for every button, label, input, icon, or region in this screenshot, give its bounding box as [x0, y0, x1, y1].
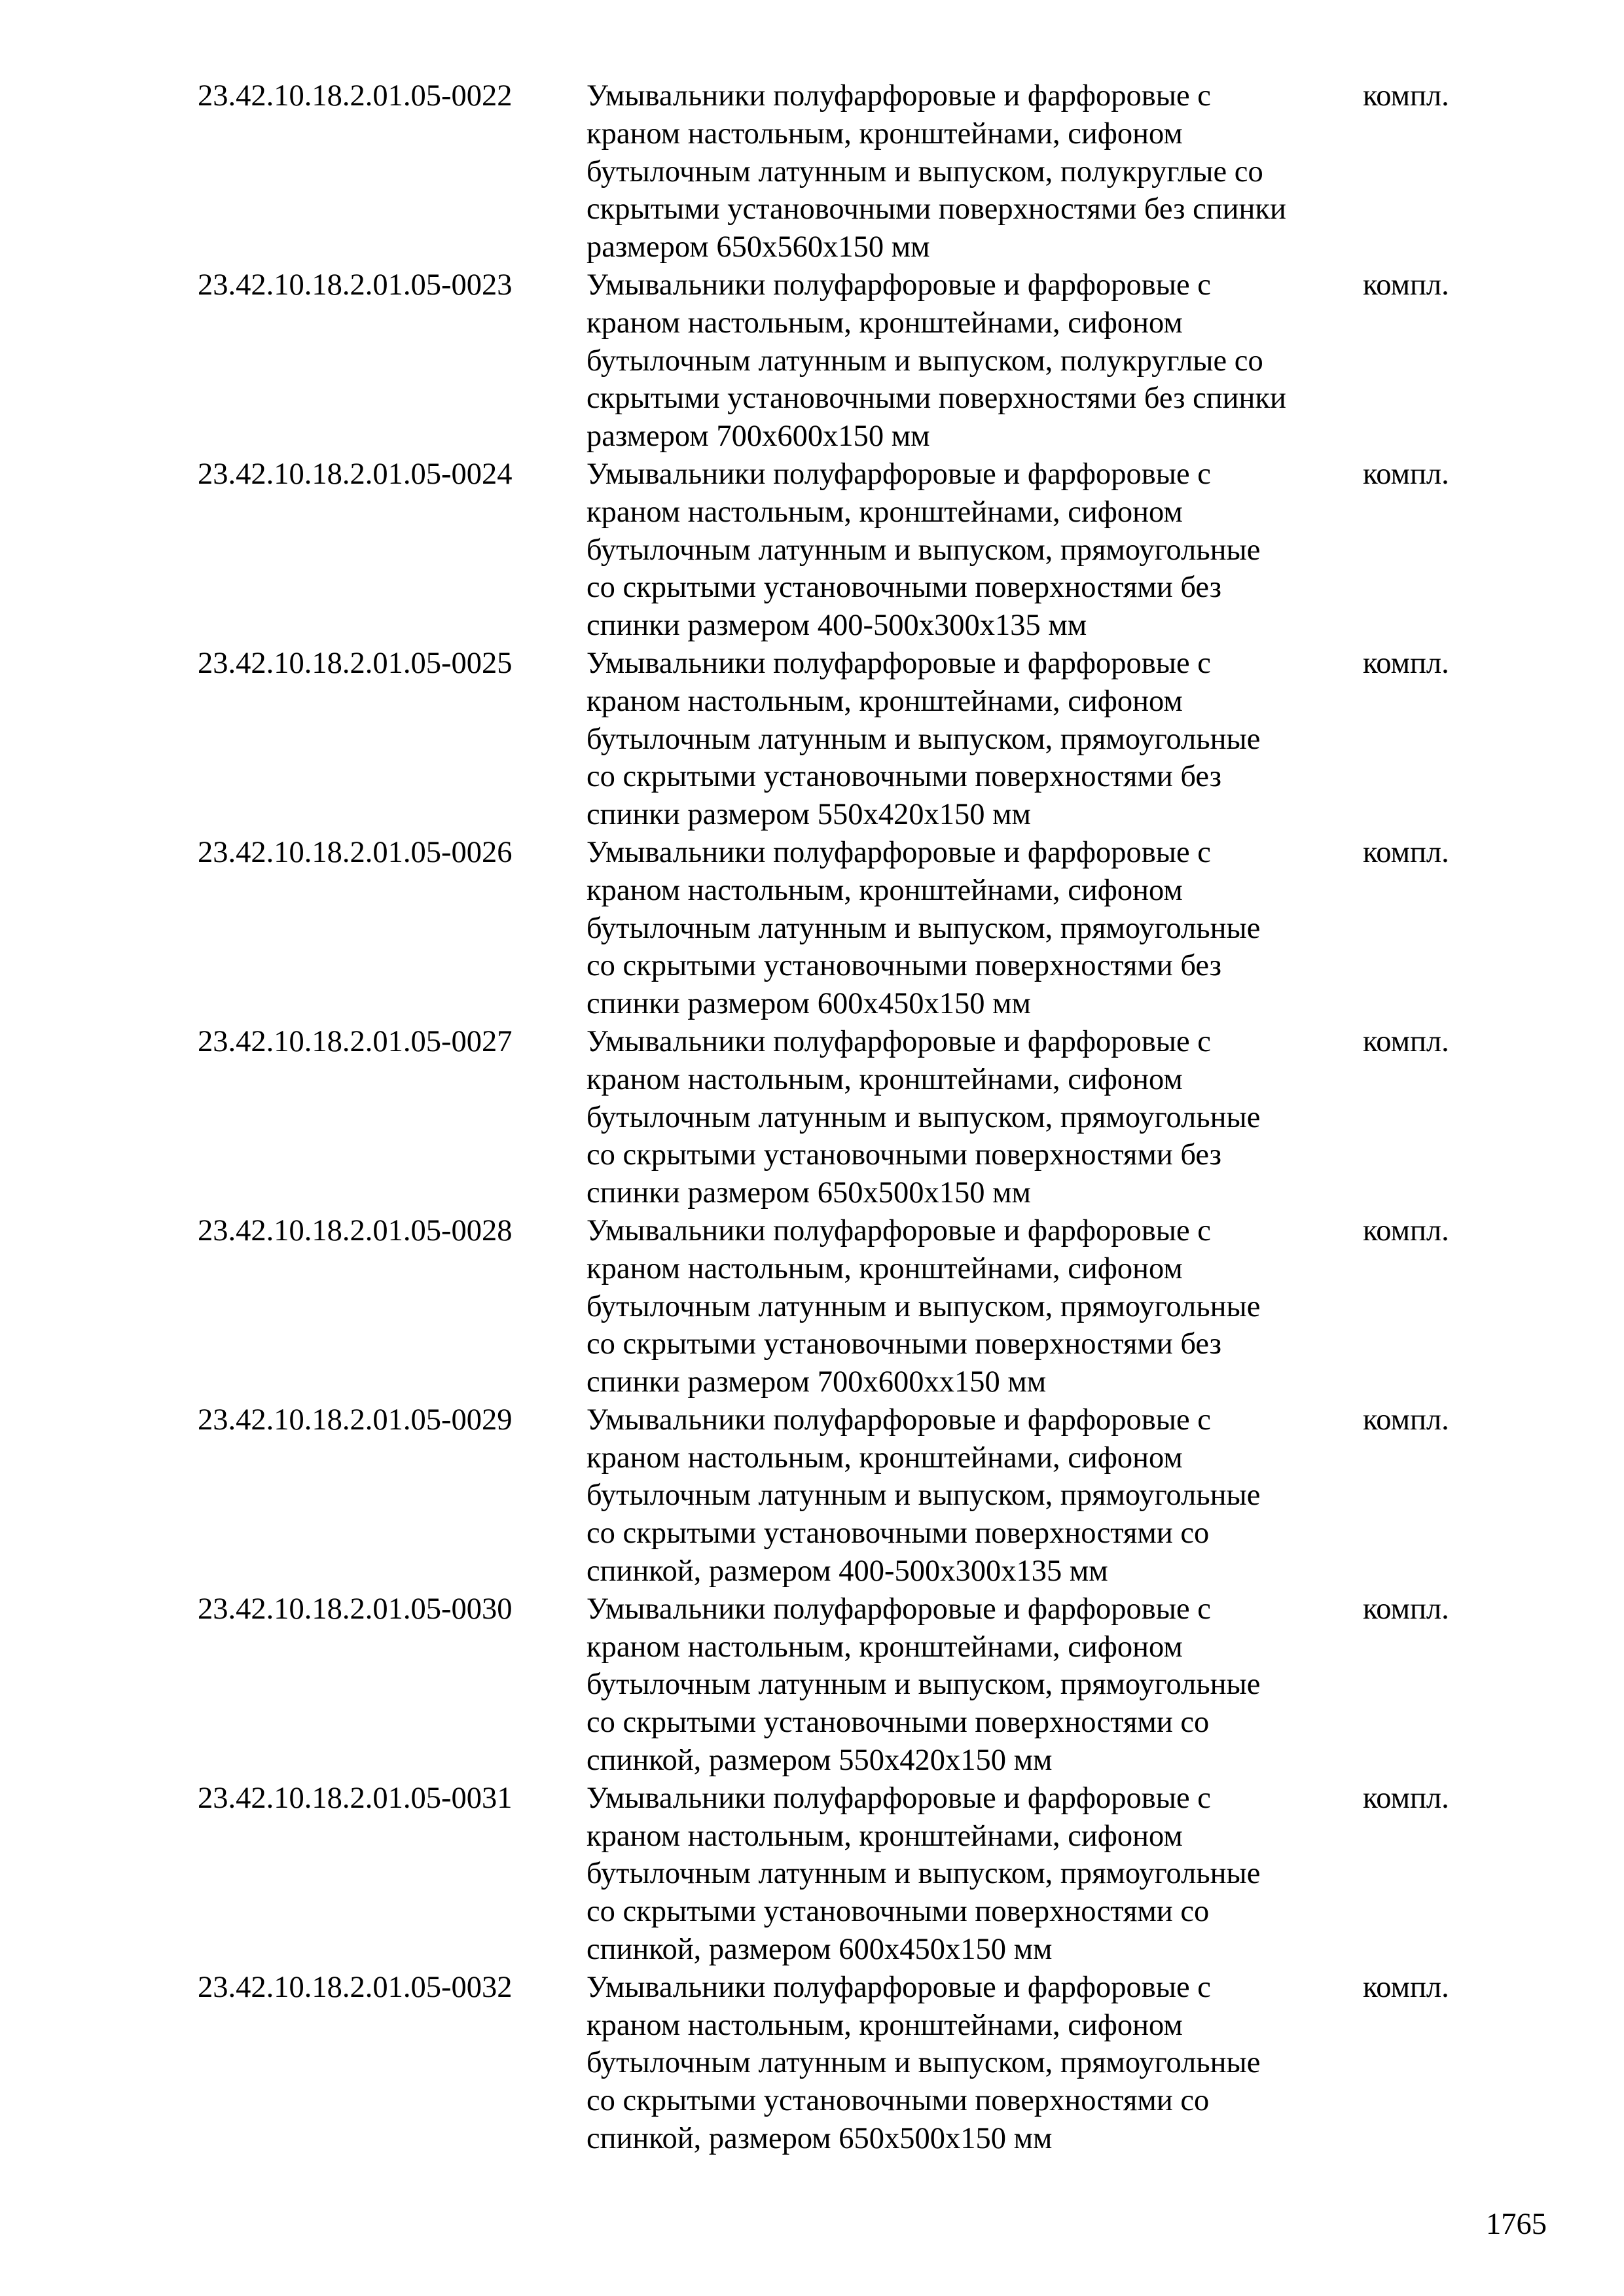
entry-description-line: Умывальники полуфарфоровые и фарфоровые с	[586, 1024, 1211, 1058]
entry-description-line: бутылочным латунным и выпуском, прямоугольные	[586, 1100, 1261, 1134]
entry-unit: компл.	[1363, 1970, 1449, 2004]
entry-description	[586, 1401, 1363, 1590]
entry-description-line: краном настольным, кронштейнами, сифоном	[586, 495, 1183, 529]
entry-description-line: спинки размером 650x500x150 мм	[586, 1176, 1031, 1210]
entry-unit: компл.	[1363, 835, 1449, 869]
entry-code: 23.42.10.18.2.01.05-0025	[198, 646, 513, 680]
entry-unit: компл.	[1363, 268, 1449, 302]
entry-description	[586, 1023, 1363, 1212]
entry-unit: компл.	[1363, 1024, 1449, 1058]
entry-description	[586, 1780, 1363, 1969]
entry-unit: компл.	[1363, 1403, 1449, 1437]
entry-code: 23.42.10.18.2.01.05-0032	[198, 1970, 513, 2004]
entry-code: 23.42.10.18.2.01.05-0029	[198, 1403, 513, 1437]
entry-description	[586, 266, 1363, 456]
entry-description-line: спинки размером 600x450x150 мм	[586, 987, 1031, 1021]
entry-description	[586, 456, 1363, 645]
entry-description-line: бутылочным латунным и выпуском, прямоугольные	[586, 911, 1261, 945]
entry-unit: компл.	[1363, 1213, 1449, 1247]
catalog-entry	[198, 1780, 1507, 1969]
entry-unit: компл.	[1363, 1592, 1449, 1626]
entry-description-line: со скрытыми установочными поверхностями без	[586, 1327, 1221, 1361]
entry-description	[586, 1969, 1363, 2158]
entry-description-line: краном настольным, кронштейнами, сифоном	[586, 1062, 1183, 1096]
entry-description-line: спинки размером 400-500x300x135 мм	[586, 609, 1087, 643]
entry-unit: компл.	[1363, 1781, 1449, 1815]
entry-description	[586, 1590, 1363, 1780]
catalog-entry	[198, 1969, 1507, 2158]
catalog-entry	[198, 834, 1507, 1023]
entry-code: 23.42.10.18.2.01.05-0023	[198, 268, 513, 302]
catalog-entry	[198, 456, 1507, 645]
entry-unit: компл.	[1363, 79, 1449, 113]
entry-description-line: со скрытыми установочными поверхностями без	[586, 1138, 1221, 1172]
entry-description-line: со скрытыми установочными поверхностями без	[586, 760, 1221, 794]
entry-description-line: краном настольным, кронштейнами, сифоном	[586, 1441, 1183, 1475]
entry-description-line: Умывальники полуфарфоровые и фарфоровые с	[586, 1781, 1211, 1815]
catalog-entries	[198, 77, 1507, 2158]
entry-description-line: со скрытыми установочными поверхностями со	[586, 1516, 1210, 1551]
entry-description-line: со скрытыми установочными поверхностями со	[586, 2084, 1210, 2118]
entry-description-line: со скрытыми установочными поверхностями со	[586, 1706, 1210, 1740]
entry-description-line: размером 700x600x150 мм	[586, 420, 930, 454]
entry-description-line: бутылочным латунным и выпуском, прямоугольные	[586, 1289, 1261, 1323]
entry-description-line: краном настольным, кронштейнами, сифоном	[586, 684, 1183, 718]
entry-code: 23.42.10.18.2.01.05-0026	[198, 835, 513, 869]
entry-description-line: Умывальники полуфарфоровые и фарфоровые с	[586, 1403, 1211, 1437]
entry-description-line: краном настольным, кронштейнами, сифоном	[586, 2008, 1183, 2042]
entry-description-line: краном настольным, кронштейнами, сифоном	[586, 1630, 1183, 1664]
entry-description-line: размером 650x560x150 мм	[586, 230, 930, 264]
entry-description-line: бутылочным латунным и выпуском, полукруглые со	[586, 344, 1263, 378]
entry-description-line: Умывальники полуфарфоровые и фарфоровые с	[586, 1213, 1211, 1247]
catalog-entry	[198, 266, 1507, 456]
entry-description-line: краном настольным, кронштейнами, сифоном	[586, 1819, 1183, 1853]
catalog-entry	[198, 1590, 1507, 1780]
catalog-entry	[198, 1212, 1507, 1401]
entry-description-line: скрытыми установочными поверхностями без спинки	[586, 192, 1286, 226]
entry-code: 23.42.10.18.2.01.05-0028	[198, 1213, 513, 1247]
entry-description	[586, 77, 1363, 266]
entry-description-line: Умывальники полуфарфоровые и фарфоровые с	[586, 457, 1211, 491]
entry-description-line: Умывальники полуфарфоровые и фарфоровые с	[586, 268, 1211, 302]
entry-description-line: спинки размером 700x600xx150 мм	[586, 1365, 1047, 1399]
entry-unit: компл.	[1363, 646, 1449, 680]
entry-description-line: краном настольным, кронштейнами, сифоном	[586, 117, 1183, 151]
entry-description-line: Умывальники полуфарфоровые и фарфоровые с	[586, 646, 1211, 680]
entry-description-line: спинки размером 550x420x150 мм	[586, 798, 1031, 832]
entry-description-line: Умывальники полуфарфоровые и фарфоровые с	[586, 79, 1211, 113]
entry-description-line: краном настольным, кронштейнами, сифоном	[586, 1251, 1183, 1285]
entry-description-line: со скрытыми установочными поверхностями без	[586, 949, 1221, 983]
entry-description	[586, 834, 1363, 1023]
entry-code: 23.42.10.18.2.01.05-0030	[198, 1592, 513, 1626]
entry-description-line: спинкой, размером 650x500x150 мм	[586, 2122, 1053, 2156]
page-number: 1765	[1486, 2208, 1547, 2241]
entry-description-line: бутылочным латунным и выпуском, прямоугольные	[586, 1668, 1261, 1702]
entry-description-line: бутылочным латунным и выпуском, прямоугольные	[586, 533, 1261, 567]
entry-description-line: бутылочным латунным и выпуском, прямоугольные	[586, 2046, 1261, 2080]
catalog-entry	[198, 1401, 1507, 1590]
entry-description-line: спинкой, размером 550x420x150 мм	[586, 1744, 1053, 1778]
entry-description-line: Умывальники полуфарфоровые и фарфоровые с	[586, 835, 1211, 869]
entry-unit: компл.	[1363, 457, 1449, 491]
entry-description	[586, 1212, 1363, 1401]
entry-description	[586, 645, 1363, 834]
entry-code: 23.42.10.18.2.01.05-0031	[198, 1781, 513, 1815]
entry-description-line: спинкой, размером 400-500x300x135 мм	[586, 1554, 1108, 1588]
entry-code: 23.42.10.18.2.01.05-0027	[198, 1024, 513, 1058]
catalog-entry	[198, 77, 1507, 266]
entry-description-line: Умывальники полуфарфоровые и фарфоровые с	[586, 1970, 1211, 2004]
entry-description-line: бутылочным латунным и выпуском, прямоугольные	[586, 1857, 1261, 1891]
catalog-entry	[198, 1023, 1507, 1212]
entry-description-line: краном настольным, кронштейнами, сифоном	[586, 873, 1183, 907]
entry-description-line: бутылочным латунным и выпуском, прямоугольные	[586, 722, 1261, 756]
entry-code: 23.42.10.18.2.01.05-0024	[198, 457, 513, 491]
catalog-entry	[198, 645, 1507, 834]
entry-description-line: бутылочным латунным и выпуском, прямоугольные	[586, 1479, 1261, 1513]
entry-description-line: бутылочным латунным и выпуском, полукруглые со	[586, 154, 1263, 188]
entry-description-line: скрытыми установочными поверхностями без спинки	[586, 382, 1286, 416]
entry-description-line: со скрытыми установочными поверхностями без	[586, 571, 1221, 605]
entry-code: 23.42.10.18.2.01.05-0022	[198, 79, 513, 113]
entry-description-line: спинкой, размером 600x450x150 мм	[586, 1933, 1053, 1967]
entry-description-line: со скрытыми установочными поверхностями со	[586, 1895, 1210, 1929]
entry-description-line: краном настольным, кронштейнами, сифоном	[586, 306, 1183, 340]
entry-description-line: Умывальники полуфарфоровые и фарфоровые с	[586, 1592, 1211, 1626]
